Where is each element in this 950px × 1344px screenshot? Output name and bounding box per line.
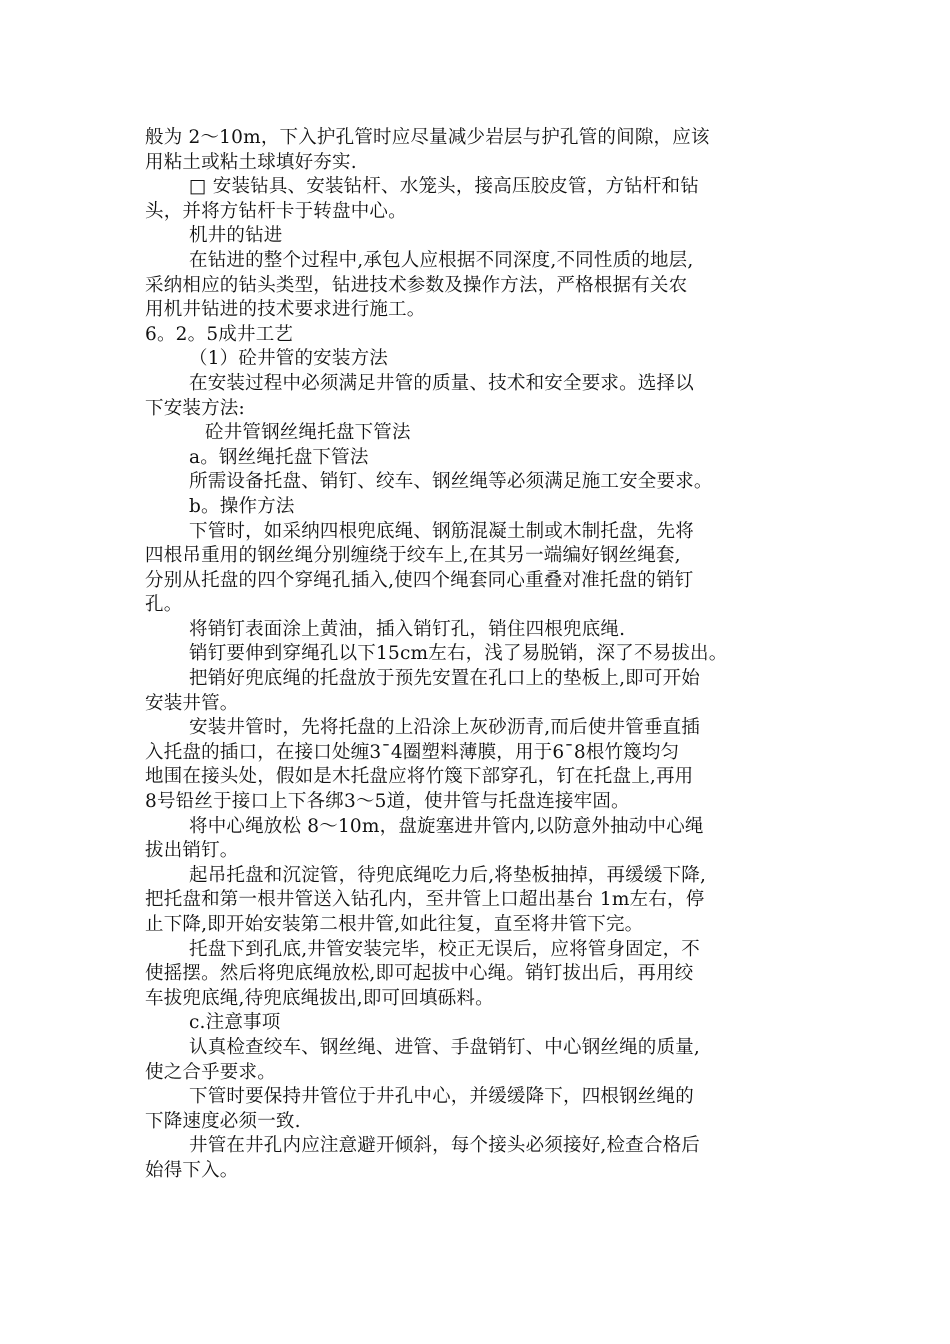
text-line: 下安装方法:: [145, 397, 245, 419]
text-line: b。操作方法: [189, 495, 295, 517]
text-line: 下管时，如采纳四根兜底绳、钢筋混凝土制或木制托盘，先将: [189, 520, 694, 542]
text-line: 车拔兜底绳,待兜底绳拔出,即可回填砾料。: [145, 987, 494, 1009]
text-line: 采纳相应的钻头类型，钻进技术参数及操作方法，严格根据有关农: [145, 274, 688, 296]
text-line: 在钻进的整个过程中,承包人应根据不同深度,不同性质的地层,: [189, 249, 694, 271]
text-line: 使摇摆。然后将兜底绳放松,即可起拔中心绳。销钉拔出后，再用绞: [145, 963, 694, 985]
text-line: 般为 2～10m，下入护孔管时应尽量减少岩层与护孔管的间隙，应该: [145, 127, 710, 148]
text-line: 把托盘和第一根井管送入钻孔内，至井管上口超出基台 1m左右，停: [145, 889, 705, 911]
text-line: 头，并将方钻杆卡于转盘中心。: [145, 200, 407, 222]
text-line: a。钢丝绳托盘下管法: [189, 446, 369, 468]
text-line: □ 安装钻具、安装钻杆、水笼头，接高压胶皮管，方钻杆和钻: [189, 176, 699, 198]
text-line: 四根吊重用的钢丝绳分别缠绕于绞车上,在其另一端编好钢丝绳套,: [145, 545, 681, 567]
text-line: 安装井管时，先将托盘的上沿涂上灰砂沥青,而后使井管垂直插: [189, 717, 700, 739]
text-line: 将中心绳放松 8～10m，盘旋塞进井管内,以防意外抽动中心绳: [189, 815, 704, 837]
text-line: 把销好兜底绳的托盘放于预先安置在孔口上的垫板上,即可开始: [189, 668, 700, 690]
text-line: 起吊托盘和沉淀管，待兜底绳吃力后,将垫板抽掉，再缓缓下降,: [189, 864, 707, 886]
text-line: 将销钉表面涂上黄油，插入销钉孔，销住四根兜底绳.: [189, 618, 626, 640]
text-line: 下降速度必须一致.: [145, 1110, 301, 1132]
text-line: 销钉要伸到穿绳孔以下15cm左右，浅了易脱销，深了不易拔出。: [189, 643, 728, 665]
text-line: 用粘土或粘土球填好夯实.: [145, 151, 357, 173]
text-line: 在安装过程中必须满足井管的质量、技术和安全要求。选择以: [189, 372, 694, 394]
text-line: 所需设备托盘、销钉、绞车、钢丝绳等必须满足施工安全要求。: [189, 471, 713, 493]
text-line: c.注意事项: [189, 1012, 281, 1034]
text-line: 孔。: [145, 594, 183, 616]
text-line: 使之合乎要求。: [145, 1061, 276, 1083]
text-line: 止下降,即开始安装第二根井管,如此往复，直至将井管下完。: [145, 914, 644, 935]
text-line: 用机井钻进的技术要求进行施工。: [145, 299, 426, 321]
text-line: 认真检查绞车、钢丝绳、进管、手盘销钉、中心钢丝绳的质量,: [189, 1036, 700, 1058]
text-line: 井管在井孔内应注意避开倾斜，每个接头必须接好,检查合格后: [189, 1135, 700, 1157]
text-line: 分别从托盘的四个穿绳孔插入,使四个绳套同心重叠对准托盘的销钉: [145, 569, 694, 591]
text-line: 砼井管钢丝绳托盘下管法: [205, 422, 411, 444]
text-line: 拔出销钉。: [145, 840, 239, 862]
text-line: （1）砼井管的安装方法: [189, 348, 388, 370]
text-line: 托盘下到孔底,井管安装完毕，校正无误后，应将管身固定，不: [189, 938, 700, 960]
text-line: 入托盘的插口，在接口处缠3ˉ4圈塑料薄膜，用于6ˉ8根竹篾均匀: [145, 741, 680, 763]
text-line: 6。2。5成井工艺: [145, 323, 294, 345]
text-line: 始得下入。: [145, 1159, 239, 1181]
text-line: 安装井管。: [145, 692, 239, 714]
text-line: 机井的钻进: [189, 225, 283, 247]
text-line: 下管时要保持井管位于井孔中心，并缓缓降下，四根钢丝绳的: [189, 1086, 694, 1108]
text-line: 地围在接头处，假如是木托盘应将竹篾下部穿孔，钉在托盘上,再用: [145, 766, 694, 788]
document-body: [145, 126, 815, 1184]
text-line: 8号铅丝于接口上下各绑3～5道，使井管与托盘连接牢固。: [145, 791, 630, 813]
